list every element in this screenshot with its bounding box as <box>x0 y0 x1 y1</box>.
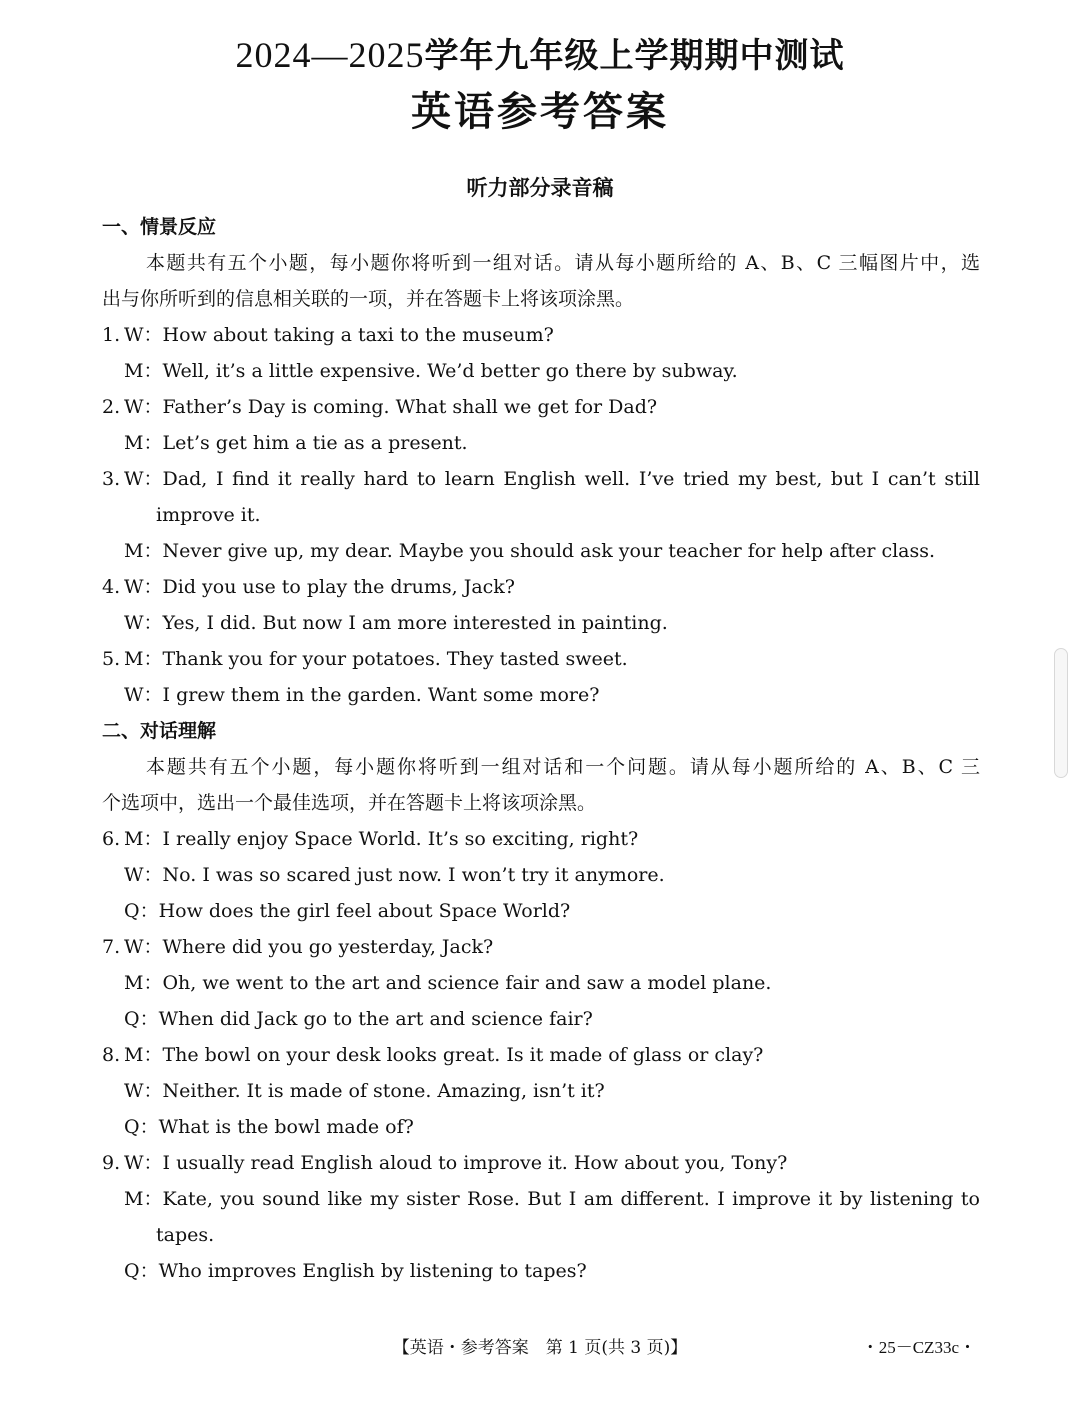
scrollbar-thumb[interactable] <box>1054 648 1068 778</box>
dialogue-line <box>102 1253 980 1289</box>
speaker-label: W： <box>124 612 163 634</box>
dialogue-text: Neither. It is made of stone. Amazing, isn’t it? <box>162 1080 605 1102</box>
question-number: 3. <box>102 468 121 490</box>
dialogue-line <box>102 1109 980 1145</box>
speaker-label: W： <box>124 684 163 706</box>
dialogue-text: Let’s get him a tie as a present. <box>162 432 468 454</box>
dialogue-line <box>102 1001 980 1037</box>
part2-instruction-line2: 个选项中，选出一个最佳选项，并在答题卡上将该项涂黑。 <box>102 792 597 814</box>
dialogue-line <box>102 461 980 497</box>
speaker-label: W： <box>124 1080 163 1102</box>
question-number: 7. <box>102 936 121 958</box>
dialogue-text: I usually read English aloud to improve it. How about you, Tony? <box>162 1152 788 1174</box>
dialogue-line <box>102 677 980 713</box>
dialogue-line <box>102 605 980 641</box>
dialogue-text: Never give up, my dear. Maybe you should ask your teacher for help after class. <box>162 540 936 562</box>
dialogue-line <box>102 353 980 389</box>
speaker-label: W： <box>124 864 163 886</box>
dialogue-line <box>102 641 980 677</box>
question-number: 1. <box>102 324 121 346</box>
dialogue-line <box>102 1037 980 1073</box>
dialogue-text: Father’s Day is coming. What shall we get for Dad? <box>162 396 658 418</box>
part2-heading: 二、对话理解 <box>102 720 217 742</box>
dialogue-text: I really enjoy Space World. It’s so exciting, right? <box>162 828 639 850</box>
year-range: 2024—2025 <box>235 35 425 75</box>
dialogue-line <box>102 425 980 461</box>
footer-page-info: 【英语・参考答案 第 1 页(共 3 页)】 <box>392 1338 688 1358</box>
part1-items <box>102 317 980 713</box>
question-number: 2. <box>102 396 121 418</box>
speaker-label: M： <box>124 828 163 850</box>
question-number: 6. <box>102 828 121 850</box>
speaker-label: Q： <box>124 900 159 922</box>
transcript-body <box>102 209 980 1289</box>
speaker-label: W： <box>124 324 163 346</box>
exam-title <box>0 28 1080 77</box>
speaker-label: M： <box>124 540 163 562</box>
speaker-label: M： <box>124 648 163 670</box>
dialogue-text: Who improves English by listening to tapes? <box>158 1260 587 1282</box>
dialogue-text: How does the girl feel about Space World? <box>158 900 571 922</box>
dialogue-text: Did you use to play the drums, Jack? <box>162 576 515 598</box>
dialogue-text: No. I was so scared just now. I won’t try it anymore. <box>162 864 665 886</box>
question-number: 9. <box>102 1152 121 1174</box>
dialogue-text: The bowl on your desk looks great. Is it made of glass or clay? <box>162 1044 764 1066</box>
dialogue-text: How about taking a taxi to the museum? <box>162 324 554 346</box>
page-footer <box>0 1333 1080 1359</box>
question-number: 8. <box>102 1044 121 1066</box>
part2-items <box>102 821 980 1289</box>
dialogue-line <box>102 1181 980 1217</box>
question-number: 4. <box>102 576 121 598</box>
speaker-label: M： <box>124 1044 163 1066</box>
dialogue-line <box>102 857 980 893</box>
dialogue-text: What is the bowl made of? <box>158 1116 414 1138</box>
speaker-label: M： <box>124 1188 163 1210</box>
speaker-label: M： <box>124 432 163 454</box>
dialogue-line <box>102 965 980 1001</box>
speaker-label: M： <box>124 972 163 994</box>
speaker-label: Q： <box>124 1116 159 1138</box>
dialogue-text: Where did you go yesterday, Jack? <box>162 936 494 958</box>
speaker-label: W： <box>124 936 163 958</box>
dialogue-text-continuation: improve it. <box>156 504 261 526</box>
dialogue-text-continuation: tapes. <box>156 1224 215 1246</box>
part1-instruction-line2: 出与你所听到的信息相关联的一项，并在答题卡上将该项涂黑。 <box>102 288 635 310</box>
dialogue-text: Thank you for your potatoes. They tasted sweet. <box>162 648 628 670</box>
dialogue-line <box>102 1145 980 1181</box>
section-title: 听力部分录音稿 <box>466 176 614 200</box>
speaker-label: Q： <box>124 1260 159 1282</box>
dialogue-text: When did Jack go to the art and science fair? <box>158 1008 593 1030</box>
dialogue-text: Oh, we went to the art and science fair and saw a model plane. <box>162 972 772 994</box>
part1-instruction-line1: 本题共有五个小题，每小题你将听到一组对话。请从每小题所给的 A、B、C 三幅图片中，选 <box>146 252 980 274</box>
speaker-label: Q： <box>124 1008 159 1030</box>
dialogue-text: Yes, I did. But now I am more interested in painting. <box>162 612 668 634</box>
part1-heading: 一、情景反应 <box>102 216 217 238</box>
speaker-label: W： <box>124 396 163 418</box>
speaker-label: W： <box>124 1152 163 1174</box>
dialogue-text: Dad, I find it really hard to learn English well. I’ve tried my best, but I can’t still <box>162 468 980 490</box>
speaker-label: W： <box>124 468 163 490</box>
dialogue-text: Kate, you sound like my sister Rose. But I am different. I improve it by listening to <box>162 1188 980 1210</box>
dialogue-line <box>102 821 980 857</box>
dialogue-text: I grew them in the garden. Want some more? <box>162 684 600 706</box>
dialogue-line <box>102 533 980 569</box>
dialogue-line <box>102 389 980 425</box>
speaker-label: M： <box>124 360 163 382</box>
dialogue-line <box>102 569 980 605</box>
dialogue-line <box>102 929 980 965</box>
speaker-label: W： <box>124 576 163 598</box>
question-number: 5. <box>102 648 121 670</box>
dialogue-line <box>102 893 980 929</box>
footer-code: ・25－CZ33c・ <box>861 1338 976 1357</box>
part2-instruction-line1: 本题共有五个小题，每小题你将听到一组对话和一个问题。请从每小题所给的 A、B、C 三 <box>146 756 980 778</box>
dialogue-text: Well, it’s a little expensive. We’d better go there by subway. <box>162 360 738 382</box>
exam-title-text: 学年九年级上学期期中测试 <box>424 36 845 76</box>
dialogue-line <box>102 1073 980 1109</box>
dialogue-line <box>102 317 980 353</box>
answer-key-title: 英语参考答案 <box>411 88 669 135</box>
